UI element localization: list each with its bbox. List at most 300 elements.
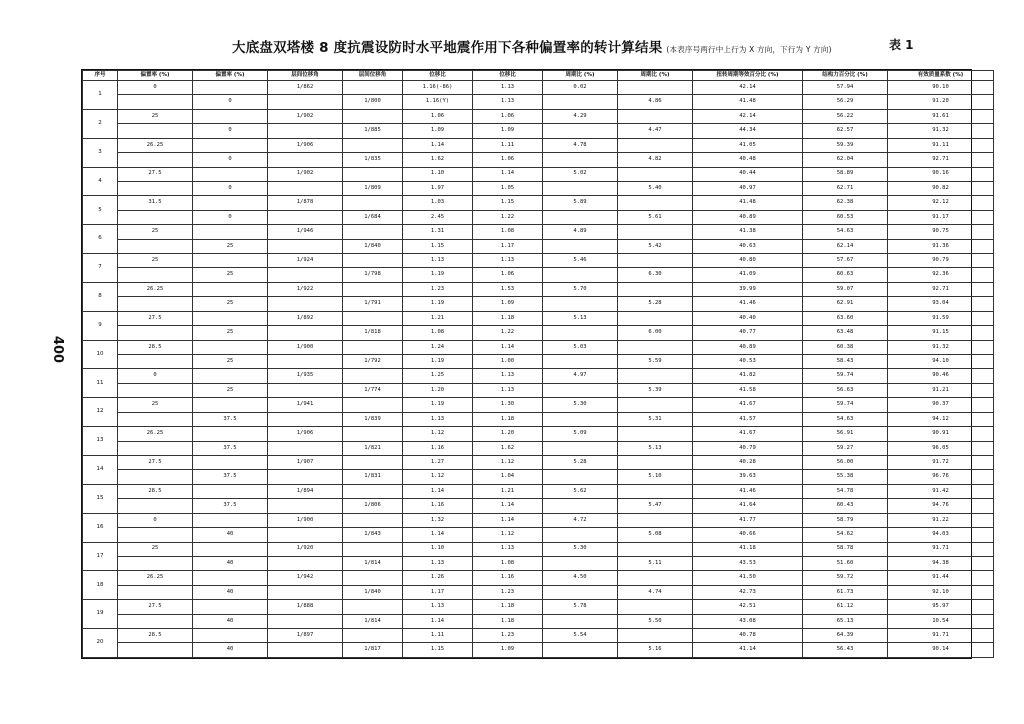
table-cell xyxy=(193,542,268,556)
table-cell: 41.46 xyxy=(693,297,803,311)
table-cell: 1.13 xyxy=(403,556,473,570)
table-cell xyxy=(543,210,618,224)
table-cell xyxy=(543,528,618,542)
table-cell: 1/840 xyxy=(343,585,403,599)
table-cell xyxy=(193,369,268,383)
table-row xyxy=(83,254,994,268)
table-number: 表 1 xyxy=(889,38,914,52)
table-cell: 59.72 xyxy=(803,571,888,585)
table-cell: 5.03 xyxy=(543,340,618,354)
table-cell: 96.05 xyxy=(888,441,994,455)
table-cell: 40.97 xyxy=(693,181,803,195)
table-cell: 58.43 xyxy=(803,355,888,369)
table-cell: 5.10 xyxy=(618,470,693,484)
table-cell: 0 xyxy=(193,181,268,195)
table-row xyxy=(83,499,994,513)
table-title xyxy=(232,36,832,56)
table-cell: 1.12 xyxy=(403,470,473,484)
table-cell: 90.91 xyxy=(888,427,994,441)
table-cell: 1.12 xyxy=(473,528,543,542)
table-cell: 1.16(-86) xyxy=(403,81,473,95)
table-cell: 1/839 xyxy=(343,412,403,426)
table-cell: 1/684 xyxy=(343,210,403,224)
table-cell xyxy=(618,225,693,239)
table-cell: 90.16 xyxy=(888,167,994,181)
table-row xyxy=(83,600,994,614)
table-cell xyxy=(618,254,693,268)
table-cell: 1.09 xyxy=(473,643,543,658)
table-row xyxy=(83,355,994,369)
table-cell xyxy=(268,470,343,484)
table-cell: 93.04 xyxy=(888,297,994,311)
table-cell: 41.09 xyxy=(693,268,803,282)
table-cell: 25 xyxy=(118,254,193,268)
table-cell: 1/906 xyxy=(268,427,343,441)
table-row xyxy=(83,455,994,469)
table-cell: 1/821 xyxy=(343,441,403,455)
table-cell xyxy=(543,499,618,513)
table-cell: 31.5 xyxy=(118,196,193,210)
table-cell: 1/906 xyxy=(268,138,343,152)
table-row xyxy=(83,95,994,109)
row-index: 4 xyxy=(83,167,118,196)
table-cell: 4.89 xyxy=(543,225,618,239)
table-cell: 5.11 xyxy=(618,556,693,570)
table-cell xyxy=(118,528,193,542)
table-cell: 90.14 xyxy=(888,643,994,658)
table-cell xyxy=(118,614,193,628)
table-cell xyxy=(268,181,343,195)
table-cell: 1.20 xyxy=(473,427,543,441)
table-cell xyxy=(618,311,693,325)
column-header: 周期比 (%) xyxy=(618,71,693,81)
table-cell: 28.5 xyxy=(118,340,193,354)
row-index: 11 xyxy=(83,369,118,398)
table-cell xyxy=(343,600,403,614)
table-cell: 27.5 xyxy=(118,311,193,325)
table-cell: 1.53 xyxy=(473,282,543,296)
table-cell: 25 xyxy=(193,355,268,369)
table-cell xyxy=(618,138,693,152)
table-row xyxy=(83,571,994,585)
table-cell: 40.44 xyxy=(693,167,803,181)
table-row xyxy=(83,528,994,542)
row-index: 6 xyxy=(83,225,118,254)
table-cell: 25 xyxy=(118,109,193,123)
table-cell xyxy=(618,629,693,643)
table-cell: 91.61 xyxy=(888,109,994,123)
table-cell: 1/894 xyxy=(268,484,343,498)
table-row xyxy=(83,585,994,599)
table-cell xyxy=(543,585,618,599)
table-cell xyxy=(268,297,343,311)
table-cell: 27.5 xyxy=(118,600,193,614)
column-header: 结构力百分比 (%) xyxy=(803,71,888,81)
table-cell: 1/798 xyxy=(343,268,403,282)
table-cell: 44.34 xyxy=(693,124,803,138)
table-cell: 92.71 xyxy=(888,282,994,296)
table-cell: 1.97 xyxy=(403,181,473,195)
table-cell: 1/922 xyxy=(268,282,343,296)
results-table xyxy=(82,70,994,658)
table-cell xyxy=(268,441,343,455)
table-cell: 1.23 xyxy=(473,585,543,599)
table-cell: 1/900 xyxy=(268,513,343,527)
table-cell: 91.72 xyxy=(888,455,994,469)
title-text: 大底盘双塔楼 8 度抗震设防时水平地震作用下各种偏置率的转计算结果 xyxy=(232,40,663,56)
table-cell: 1.16(Y) xyxy=(403,95,473,109)
table-cell: 1.13 xyxy=(473,369,543,383)
table-cell xyxy=(343,81,403,95)
table-cell: 1/800 xyxy=(343,95,403,109)
table-cell xyxy=(268,153,343,167)
table-cell: 4.78 xyxy=(543,138,618,152)
table-cell: 1.06 xyxy=(403,109,473,123)
table-cell xyxy=(543,297,618,311)
table-cell: 1.05 xyxy=(473,181,543,195)
table-cell: 94.10 xyxy=(888,355,994,369)
table-cell: 59.27 xyxy=(803,441,888,455)
table-cell: 58.78 xyxy=(803,542,888,556)
table-cell: 42.14 xyxy=(693,81,803,95)
row-index: 14 xyxy=(83,455,118,484)
table-cell: 41.48 xyxy=(693,95,803,109)
table-cell: 1.19 xyxy=(403,268,473,282)
table-cell xyxy=(543,153,618,167)
table-cell xyxy=(618,196,693,210)
table-cell xyxy=(268,585,343,599)
table-row xyxy=(83,614,994,628)
table-cell: 1.30 xyxy=(473,398,543,412)
table-cell xyxy=(618,542,693,556)
table-cell: 40 xyxy=(193,528,268,542)
table-cell: 5.08 xyxy=(618,528,693,542)
table-cell: 0 xyxy=(118,81,193,95)
table-cell xyxy=(268,383,343,397)
table-cell: 41.58 xyxy=(693,383,803,397)
table-cell: 57.67 xyxy=(803,254,888,268)
table-cell: 40.66 xyxy=(693,528,803,542)
table-cell: 1.18 xyxy=(473,311,543,325)
table-cell: 42.51 xyxy=(693,600,803,614)
table-cell: 1.06 xyxy=(473,109,543,123)
column-header: 偏置率 (%) xyxy=(118,71,193,81)
row-index: 16 xyxy=(83,513,118,542)
table-cell: 4.82 xyxy=(618,153,693,167)
table-cell xyxy=(618,369,693,383)
table-cell: 1.18 xyxy=(473,614,543,628)
table-cell: 1.21 xyxy=(473,484,543,498)
table-cell: 5.40 xyxy=(618,181,693,195)
table-cell: 40.77 xyxy=(693,326,803,340)
row-index: 5 xyxy=(83,196,118,225)
table-cell: 1.13 xyxy=(403,254,473,268)
table-cell xyxy=(543,326,618,340)
row-index: 18 xyxy=(83,571,118,600)
table-cell: 91.22 xyxy=(888,513,994,527)
table-cell xyxy=(343,225,403,239)
table-cell xyxy=(343,427,403,441)
table-row xyxy=(83,167,994,181)
table-cell: 1/862 xyxy=(268,81,343,95)
table-cell xyxy=(268,95,343,109)
row-index: 13 xyxy=(83,427,118,456)
table-cell: 39.99 xyxy=(693,282,803,296)
table-cell: 61.73 xyxy=(803,585,888,599)
table-cell xyxy=(343,138,403,152)
table-row xyxy=(83,513,994,527)
table-cell xyxy=(268,268,343,282)
table-cell xyxy=(343,484,403,498)
table-cell: 91.59 xyxy=(888,311,994,325)
table-cell: 1.18 xyxy=(473,412,543,426)
table-cell: 62.38 xyxy=(803,196,888,210)
table-cell xyxy=(543,614,618,628)
table-row xyxy=(83,542,994,556)
table-cell xyxy=(618,340,693,354)
table-cell: 54.63 xyxy=(803,225,888,239)
table-cell xyxy=(343,455,403,469)
table-cell: 1.19 xyxy=(403,398,473,412)
table-cell xyxy=(268,643,343,658)
table-cell xyxy=(193,455,268,469)
table-cell: 40.28 xyxy=(693,455,803,469)
table-cell: 90.75 xyxy=(888,225,994,239)
table-cell: 5.89 xyxy=(543,196,618,210)
table-cell: 60.38 xyxy=(803,340,888,354)
table-cell xyxy=(193,167,268,181)
table-cell: 40.63 xyxy=(693,239,803,253)
row-index: 2 xyxy=(83,109,118,138)
table-cell: 41.05 xyxy=(693,138,803,152)
table-row xyxy=(83,153,994,167)
table-row xyxy=(83,311,994,325)
row-index: 3 xyxy=(83,138,118,167)
table-cell xyxy=(268,528,343,542)
table-cell xyxy=(118,210,193,224)
table-cell xyxy=(118,181,193,195)
table-cell: 5.09 xyxy=(543,427,618,441)
table-cell xyxy=(193,600,268,614)
row-index: 9 xyxy=(83,311,118,340)
table-cell: 40 xyxy=(193,614,268,628)
table-cell: 37.5 xyxy=(193,470,268,484)
table-cell: 40.40 xyxy=(693,311,803,325)
table-cell: 1.17 xyxy=(473,239,543,253)
table-cell: 5.61 xyxy=(618,210,693,224)
table-cell: 25 xyxy=(193,326,268,340)
table-cell: 5.28 xyxy=(543,455,618,469)
table-cell xyxy=(543,470,618,484)
table-cell: 43.53 xyxy=(693,556,803,570)
column-header: 偏置率 (%) xyxy=(193,71,268,81)
table-cell: 62.04 xyxy=(803,153,888,167)
table-cell: 1/840 xyxy=(343,239,403,253)
column-header: 位移比 xyxy=(403,71,473,81)
table-cell: 1/843 xyxy=(343,528,403,542)
table-cell xyxy=(343,167,403,181)
table-cell: 1/774 xyxy=(343,383,403,397)
table-cell: 25 xyxy=(193,297,268,311)
table-cell xyxy=(618,398,693,412)
table-cell: 1.13 xyxy=(473,542,543,556)
table-cell xyxy=(543,412,618,426)
table-cell: 1/835 xyxy=(343,153,403,167)
table-cell: 5.16 xyxy=(618,643,693,658)
table-cell: 1/806 xyxy=(343,499,403,513)
table-cell xyxy=(193,571,268,585)
table-row xyxy=(83,340,994,354)
table-cell xyxy=(268,124,343,138)
table-cell: 1/791 xyxy=(343,297,403,311)
table-cell: 27.5 xyxy=(118,455,193,469)
table-cell: 25 xyxy=(193,268,268,282)
table-cell: 40.53 xyxy=(693,355,803,369)
table-cell: 42.14 xyxy=(693,109,803,123)
table-cell: 1.21 xyxy=(403,311,473,325)
table-cell: 56.43 xyxy=(803,643,888,658)
table-cell xyxy=(268,412,343,426)
table-cell: 90.37 xyxy=(888,398,994,412)
column-header: 层间位移角 xyxy=(268,71,343,81)
table-row xyxy=(83,412,994,426)
table-cell: 60.53 xyxy=(803,210,888,224)
table-cell xyxy=(193,225,268,239)
table-cell: 1/792 xyxy=(343,355,403,369)
table-cell: 1.10 xyxy=(403,167,473,181)
table-cell xyxy=(118,383,193,397)
table-cell xyxy=(618,282,693,296)
table-cell xyxy=(618,571,693,585)
table-cell: 1/888 xyxy=(268,600,343,614)
table-cell: 1/900 xyxy=(268,340,343,354)
table-cell: 26.25 xyxy=(118,282,193,296)
table-cell: 65.13 xyxy=(803,614,888,628)
table-cell: 5.39 xyxy=(618,383,693,397)
table-cell xyxy=(193,311,268,325)
table-cell: 1.13 xyxy=(473,95,543,109)
table-cell: 1.08 xyxy=(473,556,543,570)
table-cell: 41.67 xyxy=(693,427,803,441)
table-cell: 40.80 xyxy=(693,254,803,268)
table-row xyxy=(83,239,994,253)
table-cell: 91.36 xyxy=(888,239,994,253)
table-row xyxy=(83,470,994,484)
table-cell: 0 xyxy=(118,369,193,383)
table-cell: 1.09 xyxy=(403,124,473,138)
table-cell xyxy=(543,181,618,195)
table-cell: 54.63 xyxy=(803,412,888,426)
table-cell: 5.78 xyxy=(543,600,618,614)
table-row xyxy=(83,210,994,224)
table-cell: 64.39 xyxy=(803,629,888,643)
table-cell: 1/831 xyxy=(343,470,403,484)
table-cell xyxy=(268,239,343,253)
table-cell: 1.20 xyxy=(403,383,473,397)
table-cell: 55.38 xyxy=(803,470,888,484)
table-cell xyxy=(543,643,618,658)
table-cell xyxy=(618,81,693,95)
table-cell: 1.13 xyxy=(403,412,473,426)
table-row xyxy=(83,268,994,282)
table-cell: 1.11 xyxy=(473,138,543,152)
table-cell: 1.13 xyxy=(403,600,473,614)
table-cell xyxy=(193,484,268,498)
table-cell xyxy=(268,556,343,570)
table-cell: 2.45 xyxy=(403,210,473,224)
table-cell: 92.12 xyxy=(888,196,994,210)
table-cell: 1/892 xyxy=(268,311,343,325)
table-cell: 5.46 xyxy=(543,254,618,268)
table-cell: 58.89 xyxy=(803,167,888,181)
table-cell xyxy=(193,513,268,527)
table-cell: 28.5 xyxy=(118,629,193,643)
table-cell: 1.32 xyxy=(403,513,473,527)
table-cell xyxy=(118,326,193,340)
table-cell: 39.63 xyxy=(693,470,803,484)
table-cell: 1.27 xyxy=(403,455,473,469)
table-cell: 41.18 xyxy=(693,542,803,556)
table-cell: 1/809 xyxy=(343,181,403,195)
table-cell xyxy=(343,340,403,354)
table-cell: 91.32 xyxy=(888,124,994,138)
table-cell xyxy=(193,427,268,441)
table-cell: 1.23 xyxy=(473,629,543,643)
table-cell: 1.17 xyxy=(403,585,473,599)
table-cell: 41.50 xyxy=(693,571,803,585)
table-cell: 1.26 xyxy=(403,571,473,585)
table-cell: 94.12 xyxy=(888,412,994,426)
table-cell xyxy=(118,643,193,658)
table-cell: 92.71 xyxy=(888,153,994,167)
table-cell xyxy=(618,427,693,441)
table-row xyxy=(83,556,994,570)
table-cell: 4.97 xyxy=(543,369,618,383)
table-row xyxy=(83,282,994,296)
table-cell: 1.12 xyxy=(403,427,473,441)
table-cell: 42.73 xyxy=(693,585,803,599)
table-cell: 94.38 xyxy=(888,556,994,570)
table-row xyxy=(83,369,994,383)
table-cell xyxy=(268,326,343,340)
table-cell: 28.5 xyxy=(118,484,193,498)
table-cell xyxy=(543,383,618,397)
table-cell xyxy=(543,124,618,138)
table-cell: 41.57 xyxy=(693,412,803,426)
table-cell: 95.97 xyxy=(888,600,994,614)
table-cell xyxy=(268,355,343,369)
table-cell: 4.29 xyxy=(543,109,618,123)
table-cell: 1/902 xyxy=(268,109,343,123)
table-cell: 1.03 xyxy=(403,196,473,210)
table-row xyxy=(83,138,994,152)
table-cell: 91.44 xyxy=(888,571,994,585)
table-cell: 26.25 xyxy=(118,138,193,152)
table-cell: 56.29 xyxy=(803,95,888,109)
table-cell: 1/942 xyxy=(268,571,343,585)
table-cell xyxy=(343,571,403,585)
table-cell: 1/885 xyxy=(343,124,403,138)
table-cell: 41.77 xyxy=(693,513,803,527)
table-cell xyxy=(543,239,618,253)
table-cell xyxy=(193,254,268,268)
table-row xyxy=(83,124,994,138)
table-cell: 1.09 xyxy=(473,297,543,311)
table-cell: 1.14 xyxy=(473,167,543,181)
table-cell xyxy=(543,556,618,570)
table-cell: 59.39 xyxy=(803,138,888,152)
table-cell: 41.82 xyxy=(693,369,803,383)
